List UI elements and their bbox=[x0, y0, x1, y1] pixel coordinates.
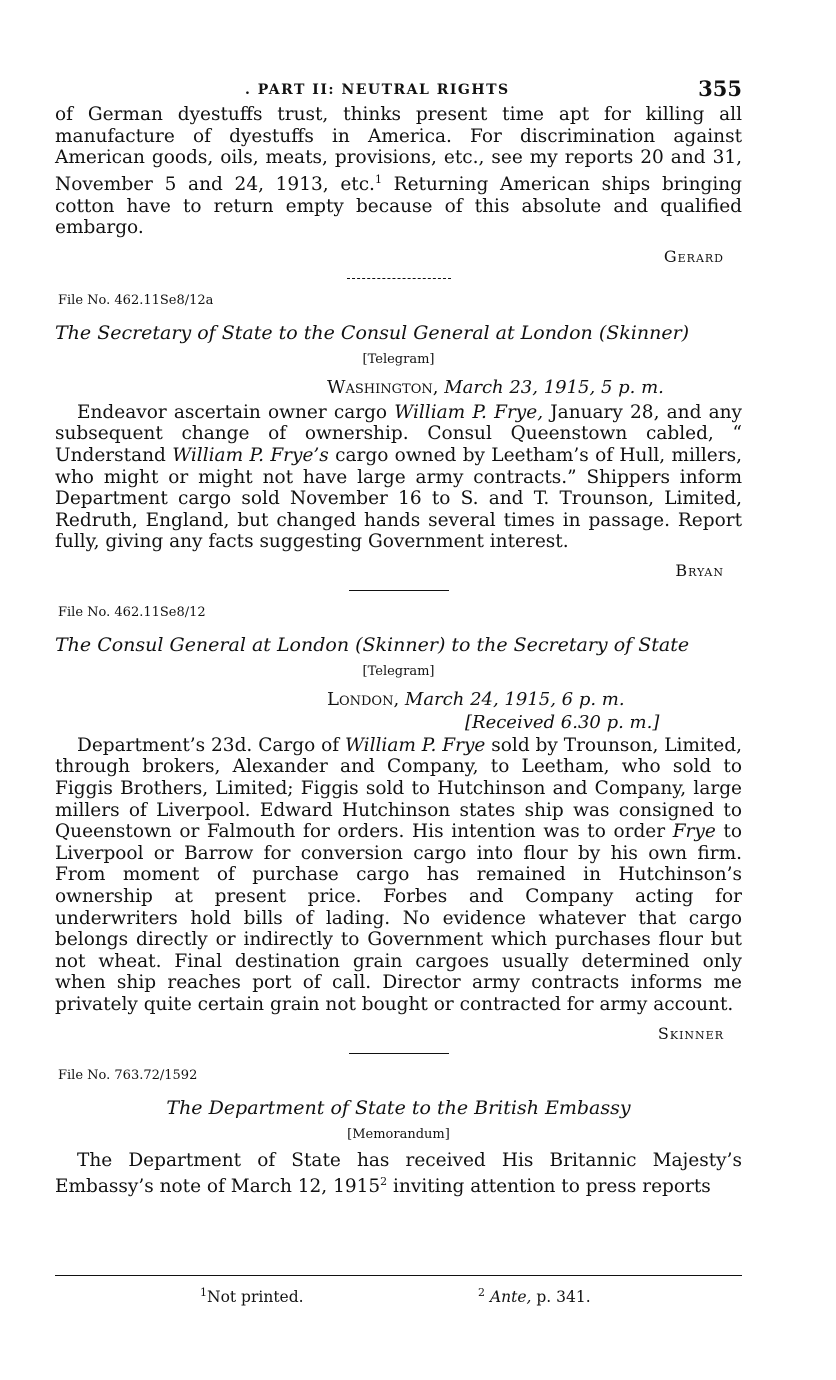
document-heading: The Consul General at London (Skinner) to the Secretary of State bbox=[55, 633, 690, 656]
signature-gerard: Gerard bbox=[663, 246, 724, 266]
divider bbox=[349, 590, 449, 591]
footnote-rule bbox=[55, 1275, 742, 1276]
document-body: Endeavor ascertain owner cargo William P. Frye, January 28, and any subsequent change of ownership. Consul Queenstown cabled, “ Understand William P. Frye’s cargo owned by Leetham’s of Hull, millers, who might or might not have large army contracts.” Shippers inform Department cargo sold November 16 to S. and T. Trounson, Limited, Redruth, England, but changed hands several times in passage. Report fully, giving any facts suggesting Government interest. bbox=[55, 401, 742, 553]
page-number: 355 bbox=[698, 76, 742, 101]
running-header bbox=[55, 78, 742, 104]
footnote-ref-1: 1 bbox=[374, 172, 382, 186]
page bbox=[55, 78, 742, 1198]
footnote-ref-2: 2 bbox=[380, 1175, 388, 1189]
file-number: File No. 462.11Se8/12 bbox=[58, 604, 206, 620]
document-body: Department’s 23d. Cargo of William P. Frye sold by Trounson, Limited, through brokers, Alexander and Company, to Leetham, who sold to Figgis Brothers, Limited; Figgis sold to Hutchinson and Company, large millers of Liverpool. Edward Hutchinson states ship was consigned to Queenstown or Falmouth for orders. His intention was to order Frye to Liverpool or Barrow for conversion cargo into flour by his own firm. From moment of purchase cargo has remained in Hutchinson’s ownership at present price. Forbes and Company acting for underwriters hold bills of lading. No evidence whatever that cargo belongs directly or indirectly to Government which purchases flour but not wheat. Final destination grain cargoes usually determined only when ship reaches port of call. Director army contracts informs me privately quite certain grain not bought or contracted for army account. bbox=[55, 734, 742, 1015]
document-type: [Memorandum] bbox=[347, 1126, 450, 1142]
document-heading: The Department of State to the British Embassy bbox=[166, 1096, 631, 1119]
header-title: . PART II: NEUTRAL RIGHTS bbox=[245, 82, 510, 98]
document-type: [Telegram] bbox=[362, 351, 435, 367]
document-type: [Telegram] bbox=[362, 663, 435, 679]
file-number: File No. 763.72/1592 bbox=[58, 1067, 198, 1083]
document-body: The Department of State has received His Britannic Majesty’s Embassy’s note of March 12, 1915$^2$ inviting attention to press reports bbox=[55, 1149, 742, 1198]
signature-skinner: Skinner bbox=[657, 1023, 724, 1043]
dateline: London, March 24, 1915, 6 p. m. bbox=[327, 688, 625, 710]
document-heading: The Secretary of State to the Consul General at London (Skinner) bbox=[55, 321, 690, 344]
footnote-1: $^1$Not printed. bbox=[200, 1286, 304, 1307]
divider bbox=[349, 1053, 449, 1054]
dateline: Washington, March 23, 1915, 5 p. m. bbox=[327, 376, 664, 398]
received-note: [Received 6.30 p. m.] bbox=[465, 711, 660, 733]
footnote-2: $^2$ Ante, p. 341. bbox=[478, 1286, 591, 1307]
divider bbox=[347, 278, 451, 279]
signature-bryan: Bryan bbox=[675, 560, 724, 580]
file-number: File No. 462.11Se8/12a bbox=[58, 292, 214, 308]
paragraph-continued: of German dyestuffs trust, thinks present time apt for killing all manufacture of dyestuffs in America. For discrimination against American goods, oils, meats, provisions, etc., see my reports 20 and 31, November 5 and 24, 1913, etc.$^1$ Returning American ships bringing cotton have to return empty because of this absolute and qualified embargo. bbox=[55, 104, 743, 239]
